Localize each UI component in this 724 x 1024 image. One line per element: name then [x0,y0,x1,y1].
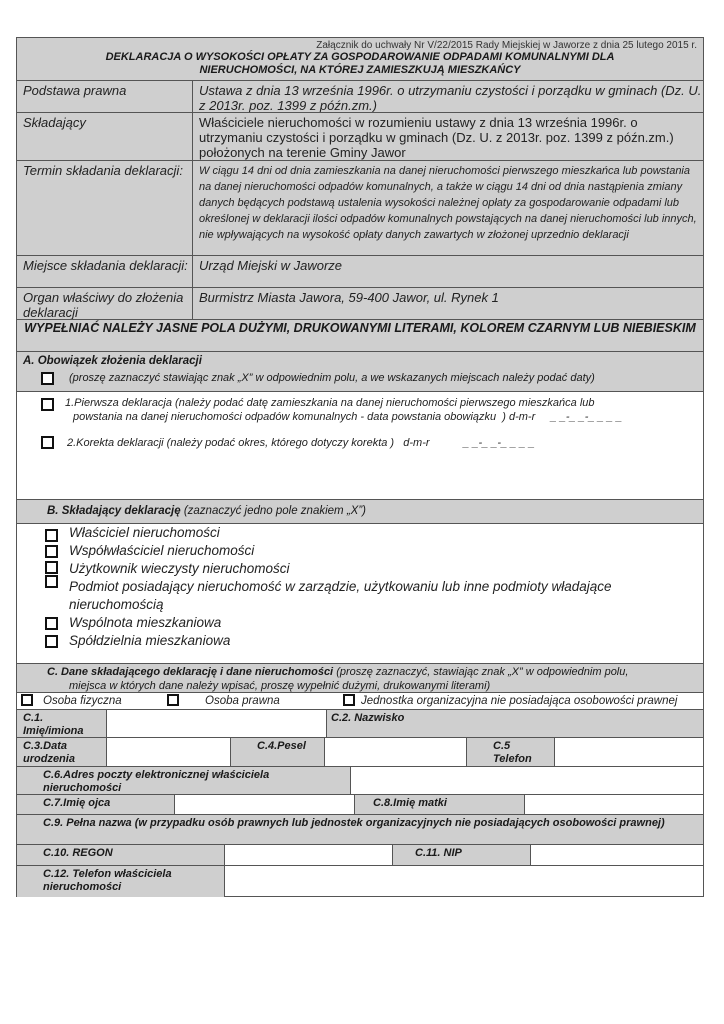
nip-input[interactable] [531,845,703,865]
managing-entity-label: Podmiot posiadający nieruchomość w zarządzie, użytkowaniu lub inne podmioty władające [69,579,612,594]
natural-person-checkbox[interactable] [21,694,33,706]
filer-value: Właściciele nieruchomości w rozumieniu ustawy z dnia 13 września 1996r. o utrzymaniu czystości i porządku w gminach (Dz. U. z 2013r. poz. 1399 z późn.zm.) położonych na terenie Gminy Jawor [199,115,674,160]
perpetual-user-label: Użytkownik wieczysty nieruchomości [69,561,290,576]
section-b-title: B. Składający deklarację [47,505,181,517]
housing-cooperative-checkbox[interactable] [45,635,58,648]
nip-label: C.11. NIP [415,847,462,859]
last-name-label: C.2. Nazwisko [331,712,405,724]
regon-nip-row [17,845,703,866]
section-c-title: C. Dane składającego deklarację i dane nieruchomości [47,666,334,678]
form-header [17,38,703,81]
first-declaration-line2: powstania na danej nieruchomości odpadów komunalnych - data powstania obowiązku ) d-m-r _ _-_ _-_ _ _ _ [73,411,623,423]
section-b-title-wrap [47,505,366,517]
place-row [17,256,703,288]
email-row [17,767,703,795]
attachment-note: Załącznik do uchwały Nr V/22/2015 Rady Miejskiej w Jaworze z dnia 25 lutego 2015 r. [316,40,697,51]
section-a-header [17,352,703,392]
legal-person-checkbox[interactable] [167,694,179,706]
section-b-body [17,524,703,664]
pesel-label: C.4.Pesel [257,740,306,752]
legal-person-label: Osoba prawna [205,695,280,707]
place-label: Miejsce składania deklaracji: [23,258,188,273]
birth-pesel-phone-row [17,738,703,767]
phone-input[interactable] [555,738,703,766]
perpetual-user-checkbox[interactable] [45,561,58,574]
org-unit-label: Jednostka organizacyjna nie posiadająca osobowości prawnej [361,695,678,707]
authority-value: Burmistrz Miasta Jawora, 59-400 Jawor, ul. Rynek 1 [199,290,499,305]
managing-entity-checkbox[interactable] [45,575,58,588]
managing-entity-label-cont: nieruchomością [69,597,164,612]
section-a-title: A. Obowiązek złożenia deklaracji [23,355,202,367]
legal-basis-value: Ustawa z dnia 13 września 1996r. o utrzymaniu czystości i porządku w gminach (Dz. U. z 2013r. poz. 1399 z późn.zm.) [199,83,702,112]
father-name-input[interactable] [175,795,355,814]
birth-date-input[interactable] [107,738,231,766]
form-title-line2: NIERUCHOMOŚCI, NA KTÓREJ ZAMIESZKUJĄ MIESZKAŃCY [199,64,521,76]
owner-checkbox[interactable] [45,529,58,542]
authority-row [17,288,703,320]
full-name-row [17,815,703,845]
regon-input[interactable] [225,845,393,865]
filer-row [17,113,703,161]
section-c-note: (proszę zaznaczyć, stawiając znak „X” w odpowiednim polu, [336,666,629,678]
authority-label: Organ właściwy do złożenia deklaracji [23,290,184,319]
pesel-input[interactable] [325,738,467,766]
form-title-line1: DEKLARACJA O WYSOKOŚCI OPŁATY ZA GOSPODAROWANIE ODPADAMI KOMUNALNYMI DLA [105,51,615,63]
declaration-form [16,37,704,897]
mother-name-label: C.8.Imię matki [373,797,447,809]
phone-label: C.5 Telefon [493,740,532,765]
co-owner-checkbox[interactable] [45,545,58,558]
place-value: Urząd Miejski w Jaworze [199,258,343,273]
fill-instruction-row [17,320,703,352]
legal-basis-label: Podstawa prawna [23,83,127,98]
name-row [17,710,703,738]
section-a-body [17,392,703,500]
email-label: C.6.Adres poczty elektronicznej właściciela nieruchomości [43,769,270,794]
co-owner-label: Współwłaściciel nieruchomości [69,543,255,558]
parents-row [17,795,703,815]
deadline-value: W ciągu 14 dni od dnia zamieszkania na danej nieruchomości pierwszego mieszkańca lub powstania na danej nieruchomości odpadów komunalnych, a także w ciągu 14 dni od dnia nastąpienia zmiany danych będących podstawą ustalenia wysokości należnej opłaty za gospodarowanie odpadami lub określonej w deklaracji ilości odpadów komunalnych powstających na danej nieruchomości lub innych, nie wpływających na wysokość opłaty danych zawartych w złożonej uprzednio deklaracji [199,165,697,241]
legal-basis-row [17,81,703,113]
father-name-label: C.7.Imię ojca [43,797,111,809]
form-title [17,51,703,77]
mother-name-input[interactable] [525,795,703,814]
fill-instruction: WYPEŁNIAĆ NALEŻY JASNE POLA DUŻYMI, DRUKOWANYMI LITERAMI, KOLOREM CZARNYM LUB NIEBIESKIM [24,321,696,335]
housing-cooperative-label: Spółdzielnia mieszkaniowa [69,633,231,648]
full-name-label: C.9. Pełna nazwa (w przypadku osób prawnych lub jednostek organizacyjnych nie posiadających osobowości prawnej) [43,817,665,829]
section-b-note: (zaznaczyć jedno pole znakiem „X”) [183,505,366,517]
natural-person-label: Osoba fizyczna [43,695,122,707]
section-c-header [17,664,703,693]
housing-community-label: Wspólnota mieszkaniowa [69,615,222,630]
filer-label: Składający [23,115,86,130]
owner-phone-input[interactable] [225,866,703,897]
deadline-label: Termin składania deklaracji: [23,163,183,178]
section-b-header [17,500,703,524]
first-name-label: C.1. Imię/imiona [23,712,84,737]
first-name-input[interactable] [107,710,327,737]
regon-label: C.10. REGON [43,847,113,859]
deadline-row [17,161,703,256]
entity-type-row [17,693,703,710]
correction-declaration-label: 2.Korekta deklaracji (należy podać okres, którego dotyczy korekta ) d-m-r _ _-_ _-_ _ _ _ [67,437,535,449]
owner-label: Właściciel nieruchomości [69,525,220,540]
org-unit-checkbox[interactable] [343,694,355,706]
housing-community-checkbox[interactable] [45,617,58,630]
section-a-legend-checkbox [41,372,54,385]
section-c-title-wrap [47,665,628,679]
section-c-note2: miejsca w których dane należy wpisać, proszę wypełnić dużymi, drukowanymi literami) [69,680,491,692]
birth-date-label: C.3.Data urodzenia [23,740,75,765]
section-a-note: (proszę zaznaczyć stawiając znak „X” w odpowiednim polu, a we wskazanych miejscach należy podać daty) [69,372,595,384]
owner-phone-label: C.12. Telefon właściciela nieruchomości [43,868,172,893]
first-declaration-line1: 1.Pierwsza deklaracja (należy podać datę zamieszkania na danej nieruchomości pierwszego mieszkańca lub [65,397,595,409]
correction-declaration-checkbox[interactable] [41,436,54,449]
email-input[interactable] [351,767,703,794]
owner-phone-row [17,866,703,897]
first-declaration-checkbox[interactable] [41,398,54,411]
